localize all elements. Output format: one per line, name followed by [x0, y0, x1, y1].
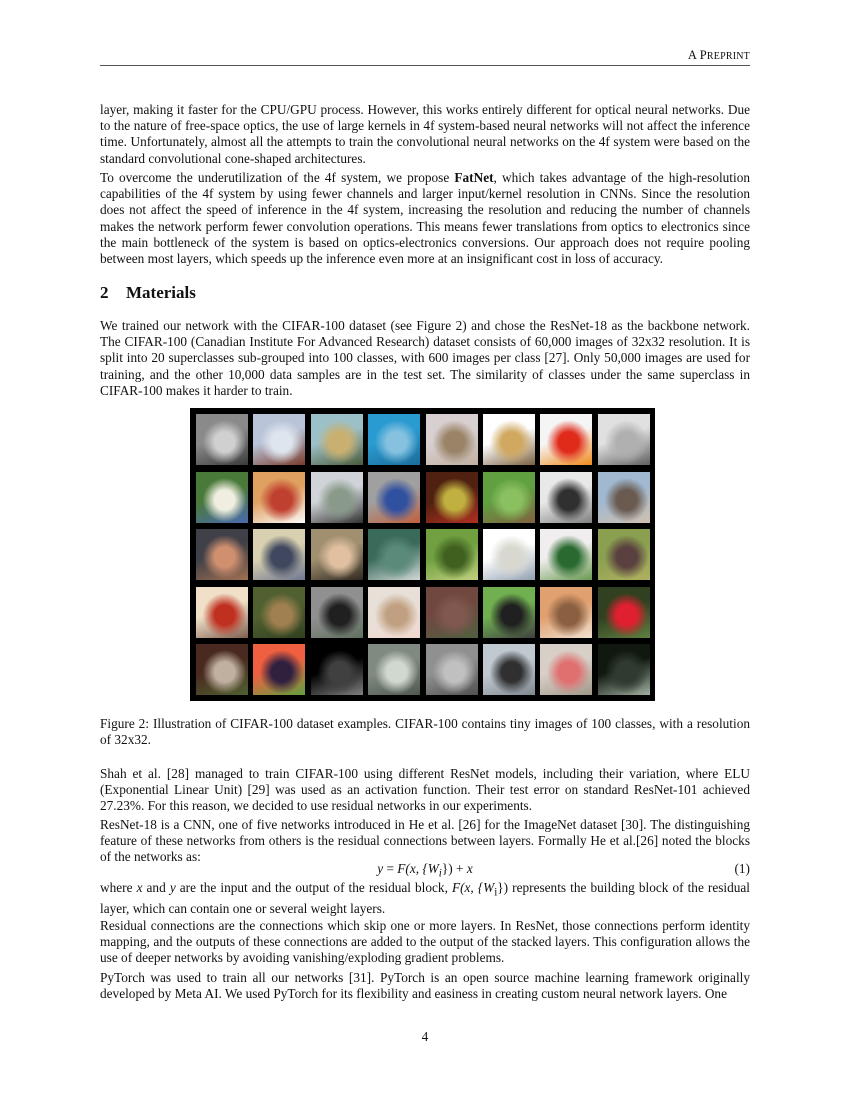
figure-tile-poppy-flower [253, 644, 305, 695]
text-span: and [142, 880, 170, 895]
math-f: F(x, {W [451, 880, 495, 895]
figure-tile-bicycle [196, 414, 248, 465]
figure-tile-lizard [426, 644, 478, 695]
section-number: 2 [100, 283, 109, 302]
figure-tile-glass [598, 414, 650, 465]
figure-caption: Figure 2: Illustration of CIFAR-100 dataset examples. CIFAR-100 contains tiny images of 100 classes, with a resolution of 32x32. [100, 716, 750, 748]
fatnet-term: FatNet [454, 170, 494, 185]
running-head-small-caps: REPRINT [706, 51, 750, 62]
figure-tile-caterpillar [483, 472, 535, 523]
equation-residual [100, 861, 750, 878]
figure-tile-grass-plant [426, 529, 478, 580]
figure-tile-motorcycle [253, 472, 305, 523]
eq-subscript: i [438, 867, 442, 880]
section-heading [100, 283, 196, 303]
figure-tile-chimpanzee [311, 587, 363, 638]
running-head-a: A P [687, 48, 707, 62]
figure-tile-crab [483, 414, 535, 465]
figure-tile-lawn-mower [540, 472, 592, 523]
figure-tile-pear [426, 472, 478, 523]
section-title: Materials [126, 283, 196, 302]
text-span: are the input and the output of the residual block, [175, 880, 452, 895]
figure-tile-bear [540, 644, 592, 695]
figure-tile-can [196, 587, 248, 638]
eq-lhs: y [377, 861, 384, 876]
paragraph-residual-connections: Residual connections are the connections which skip one or more layers. In ResNet, those connections perform identity mapping, and the outputs of these connections are added to the output of the stacked layers. This configuration allows the use of deeper networks by avoiding vanishing/exploding gradient problems. [100, 918, 750, 966]
figure-tile-cucumber [540, 529, 592, 580]
figure-tile-raccoon [196, 644, 248, 695]
figure-tile-train [368, 472, 420, 523]
figure-tile-trees [426, 587, 478, 638]
figure-tile-possum [598, 472, 650, 523]
eq-x: x [466, 861, 473, 876]
figure-tile-room [368, 587, 420, 638]
figure-tile-television [311, 644, 363, 695]
text-span: , which takes advantage of the high-resolution capabilities of the 4f system by using fewer channels and larger input/kernel resolution in CNNs. Since the resolution does not affect the speed of inference in the 4f system, increasing the resolution and reducing the number of channels makes the network perform fewer convolution operations. This means fewer translations from optics to electronics since the main bottleneck of the system is based on optics-electronics conversions. Our approach does not require pooling between most layers, which speeds up the inference even more at an insignificant cost in loss of accuracy. [100, 170, 750, 267]
figure-tile-frog [598, 644, 650, 695]
figure-tile-turtle [426, 414, 478, 465]
page-number: 4 [421, 1029, 429, 1044]
running-header [100, 48, 750, 66]
equation-body [100, 861, 750, 880]
figure-tile-wolf-tree [311, 414, 363, 465]
figure-tile-mushroom [311, 529, 363, 580]
figure-tile-gorilla [253, 529, 305, 580]
math-subscript: i [494, 886, 498, 899]
figure-tile-hamster-hand [196, 529, 248, 580]
figure-tile-shark [368, 414, 420, 465]
paragraph-cifar-dataset: We trained our network with the CIFAR-100 dataset (see Figure 2) and chose the ResNet-18 as the backbone network. The CIFAR-100 (Canadian Institute For Advanced Research) dataset consists of 60,000 images of 32x32 resolution. It is split into 20 superclasses sub-grouped into 100 classes, with 600 images per class [27]. Only 50,000 images are used for training, and the other 10,000 data samples are in the test set. The similarity of classes under the same superclass in CIFAR-100 makes it harder to train. [100, 318, 750, 398]
figure-tile-forest [253, 587, 305, 638]
paragraph-fatnet-proposal [100, 170, 750, 267]
running-head-text [688, 48, 750, 63]
math-y: y [169, 880, 176, 895]
paragraph-resnet18: ResNet-18 is a CNN, one of five networks introduced in He et al. [26] for the ImageNet dataset [30]. The distinguishing feature of these networks from others is the residual connections between layers. Formally He et al.[26] noted the blocks of the networks as: [100, 817, 750, 865]
figure-tile-sweet-pepper [540, 414, 592, 465]
figure-tile-chimp-grass [483, 587, 535, 638]
text-span: represents the building block of the residual layer, which can contain one or several weight layers. [100, 880, 750, 916]
eq-function: F(x, {W [397, 861, 439, 876]
text-span: To overcome the underutilization of the 4f system, we propose [100, 170, 455, 185]
figure-tile-dolphin [368, 529, 420, 580]
figure-tile-pickup-truck [483, 644, 535, 695]
math-close: }) [497, 880, 509, 895]
paragraph-residual-definition [100, 880, 750, 917]
eq-close: }) + [441, 861, 467, 876]
equation-number: (1) [734, 861, 750, 876]
paragraph-optical-kernels: layer, making it faster for the CPU/GPU process. However, this works entirely different for optical neural networks. Due to the nature of free-space optics, the use of large kernels in 4f system-based neural networks will not affect the inference time. Unfortunately, almost all the attempts to train the convolutional neural networks on the 4f system were based on the standard convolutional cone-shaped architectures. [100, 102, 750, 166]
eq-equals: = [383, 861, 398, 876]
math-x: x [136, 880, 143, 895]
cifar100-figure-grid [190, 408, 655, 701]
figure-tile-telephone [483, 529, 535, 580]
paragraph-shah-elu: Shah et al. [28] managed to train CIFAR-100 using different ResNet models, including their variation, where ELU (Exponential Linear Unit) [29] was used as an activation function. Their test error on standard ResNet-101 achieved 27.23%. For this reason, we decided to use residual networks in our experiments. [100, 766, 750, 814]
figure-tile-bridge [311, 472, 363, 523]
paragraph-pytorch: PyTorch was used to train all our networks [31]. PyTorch is an open source machine learning framework originally developed by Meta AI. We used PyTorch for its flexibility and easiness in creating custom neural network layers. One [100, 970, 750, 1002]
text-span: where [100, 880, 137, 895]
figure-tile-shrew [598, 529, 650, 580]
figure-tile-clock [196, 472, 248, 523]
figure-tile-keyboard [368, 644, 420, 695]
figure-tile-cloud [253, 414, 305, 465]
figure-tile-poppy [598, 587, 650, 638]
figure-tile-hamster [540, 587, 592, 638]
